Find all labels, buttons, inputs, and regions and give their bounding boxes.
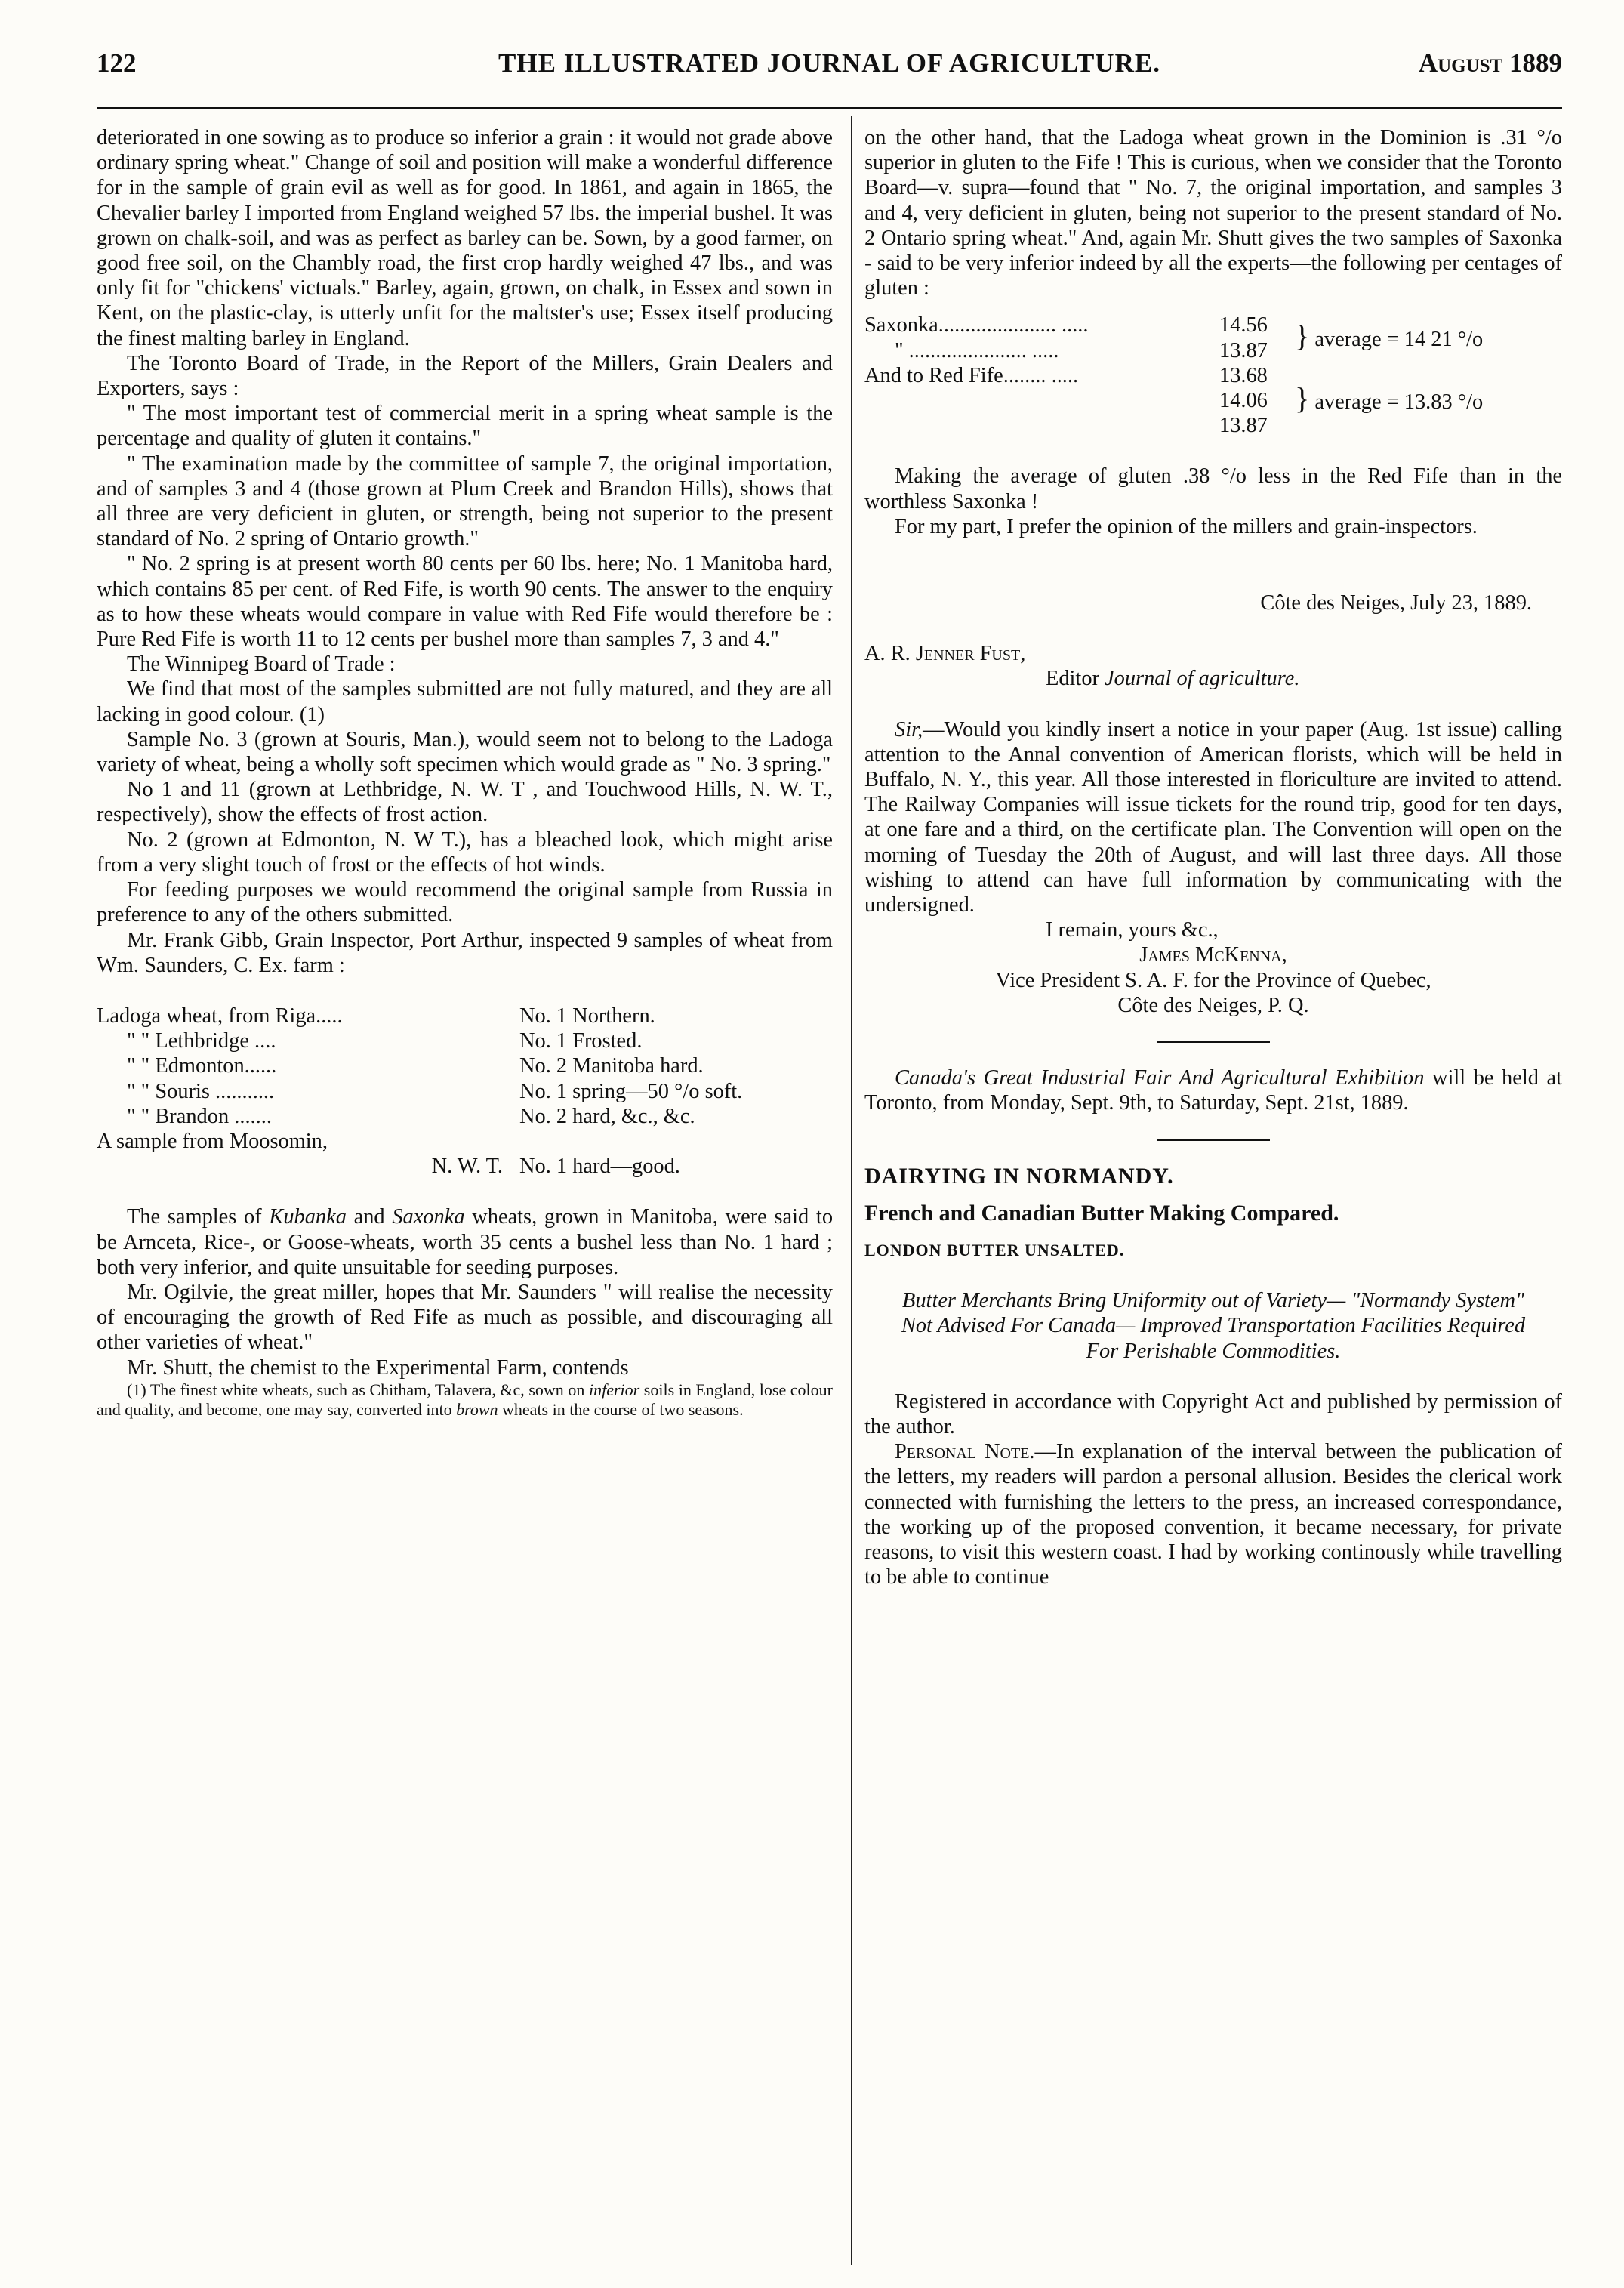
page-header [97, 44, 1562, 89]
paragraph: Sample No. 3 (grown at Souris, Man.), would seem not to belong to the Ladoga variety of wheat, being a wholly soft specimen which would grade as " No. 3 spring." [97, 727, 833, 777]
section-subtitle: French and Canadian Butter Making Compared. [864, 1200, 1339, 1226]
paragraph: Canada's Great Industrial Fair And Agricultural Exhibition will be held at Toronto, from Monday, Sept. 9th, to Saturday, Sept. 21st, 1889. [864, 1066, 1562, 1115]
table-row: " " Edmonton...... No. 2 Manitoba hard. [127, 1054, 704, 1078]
page-number: 122 [97, 48, 137, 78]
table-row: And to Red Fife........ ..... 13.68 } average = 13.83 °/o [864, 363, 1484, 415]
table-row: 14.06 [1219, 389, 1268, 413]
paragraph: Mr. Frank Gibb, Grain Inspector, Port Arthur, inspected 9 samples of wheat from Wm. Saunders, C. Ex. farm : [97, 928, 833, 977]
paragraph: The Winnipeg Board of Trade : [127, 652, 396, 677]
quote-paragraph: " The most important test of commercial merit in a spring wheat sample is the percentage and quality of gluten it contains." [97, 402, 833, 451]
saxonka-average: average = 14 21 °/o [1314, 327, 1484, 351]
wheat-grade-table [97, 1004, 742, 1179]
letter-signer: James McKenna, [1139, 943, 1287, 967]
section-rule [1157, 1139, 1270, 1141]
section-rule [1157, 1041, 1270, 1043]
paragraph: The Toronto Board of Trade, in the Report of the Millers, Grain Dealers and Exporters, says : [97, 351, 833, 401]
journal-title: THE ILLUSTRATED JOURNAL OF AGRICULTURE. [498, 48, 1160, 78]
section-caps-heading: LONDON BUTTER UNSALTED. [864, 1240, 1125, 1260]
letter-closing: I remain, yours &c., [1046, 918, 1219, 942]
signer-place: Côte des Neiges, P. Q. [1117, 993, 1309, 1017]
section-deck: Butter Merchants Bring Uniformity out of Variety— "Normandy System" Not Advised For Canada— Improved Transportation Facilities Required For Perishable Commodities. [901, 1289, 1526, 1363]
table-row: Ladoga wheat, from Riga..... No. 1 Northern. [97, 1004, 655, 1028]
letter-place-date: Côte des Neiges, July 23, 1889. [1260, 591, 1532, 615]
signer-title: Vice President S. A. F. for the Province of Quebec, [995, 968, 1431, 992]
paragraph: Registered in accordance with Copyright Act and published by permission of the author. [864, 1389, 1562, 1438]
paragraph: For my part, I prefer the opinion of the millers and grain-inspectors. [895, 514, 1478, 538]
table-row: " " Lethbridge .... No. 1 Frosted. [127, 1029, 643, 1053]
footnote: (1) The finest white wheats, such as Chitham, Talavera, &c, sown on inferior soils in England, lose colour and quality, and become, one may say, converted into brown wheats in the course of two seasons. [97, 1380, 833, 1419]
table-row: " ...................... ..... 13.87 [895, 338, 1268, 362]
paragraph: Personal Note.—In explanation of the interval between the publication of the letters, my readers will pardon a personal allusion. Besides the clerical work connected with furnishing the letters to the press, an increased correspondance, the working up of the proposed convention, it became necessary, for private reasons, to visit this western coast. I had by working continously while travelling to be able to continue [864, 1440, 1562, 1590]
quote-paragraph: " No. 2 spring is at present worth 80 cents per 60 lbs. here; No. 1 Manitoba hard, which contains 85 per cent. of Red Fife, is worth 90 cents. The answer to the enquiry as to how these wheats would compare in value with Red Fife would therefore be : Pure Red Fife is worth 11 to 12 cents per bushel more than samples 7, 3 and 4." [97, 552, 833, 652]
table-row: Saxonka...................... ..... 14.56 } average = 14 21 °/o [864, 313, 1484, 353]
issue-date: August 1889 [1418, 48, 1562, 78]
table-row: N. W. T. No. 1 hard—good. [431, 1155, 680, 1179]
paragraph: Mr. Shutt, the chemist to the Experimental Farm, contends [127, 1355, 629, 1380]
header-rule [97, 107, 1562, 109]
quote-paragraph: " The examination made by the committee of sample 7, the original importation, and of samples 3 and 4 (those grown at Plum Creek and Brandon Hills), shows that all three are very deficient in gluten, or strength, being not superior to the present standard of No. 2 spring of Ontario growth." [97, 452, 833, 551]
column-divider [851, 116, 852, 2265]
letter-addressee: A. R. Jenner Fust, [864, 642, 1026, 666]
paragraph: Making the average of gluten .38 °/o less in the Red Fife than in the worthless Saxonka ! [864, 464, 1562, 513]
paragraph: deteriorated in one sowing as to produce so inferior a grain : it would not grade above ordinary spring wheat." Change of soil and position will make a wonderful difference for in the sample of grain evil as well as for good. In 1861, and again in 1865, the Chevalier barley I imported from England weighed 57 lbs. the imperial bushel. It was grown on chalk-soil, and was as perfect as barley can be. Sown, by a good farmer, on good free soil, on the Chambly road, the first crop hardly weighed 47 lbs., and was only fit for "chickens' victuals." Barley, again, grown, on chalk, in Essex and sown in Kent, on the plastic-clay, is utterly unfit for the maltster's use; Essex itself producing the finest malting barley in England. [97, 126, 833, 350]
right-column [864, 125, 1562, 1590]
table-row: A sample from Moosomin, [97, 1129, 328, 1153]
paragraph: No. 2 (grown at Edmonton, N. W T.), has a bleached look, which might arise from a very slight touch of frost or the effects of hot winds. [97, 828, 833, 877]
paragraph: on the other hand, that the Ladoga wheat grown in the Dominion is .31 °/o superior in gluten to the Fife ! This is curious, when we consider that the Toronto Board—v. supra—found that " No. 7, the original importation, and samples 3 and 4, very deficient in gluten, being not superior to the present standard of No. 2 Ontario spring wheat." And, again Mr. Shutt gives the two samples of Saxonka - said to be very inferior indeed by all the experts—the following per centages of gluten : [864, 126, 1562, 301]
table-row: 13.87 [1219, 414, 1268, 438]
letter-body: Sir,—Would you kindly insert a notice in your paper (Aug. 1st issue) calling attention to the Annal convention of American florists, which will be held in Buffalo, N. Y., this year. All those interested in floriculture are invited to attend. The Railway Companies will issue tickets for the round trip, good for ten days, at one fare and a third, on the certificate plan. The Convention will open on the morning of Tuesday the 20th of August, and will last three days. All those wishing to attend can have full information by communicating with the undersigned. [864, 717, 1562, 917]
section-title: DAIRYING IN NORMANDY. [864, 1163, 1174, 1189]
paragraph: The samples of Kubanka and Saxonka wheats, grown in Manitoba, were said to be Arnceta, Rice-, or Goose-wheats, worth 35 cents a bushel less than No. 1 hard ; both very inferior, and quite unsuitable for seeding purposes. [97, 1205, 834, 1279]
letter-editor: Editor Journal of agriculture. [1046, 667, 1300, 691]
gluten-table [864, 313, 1483, 438]
paragraph: No 1 and 11 (grown at Lethbridge, N. W. T , and Touchwood Hills, N. W. T., respectively), show the effects of frost action. [97, 778, 833, 827]
redfife-average: average = 13.83 °/o [1314, 390, 1484, 414]
paragraph: We find that most of the samples submitted are not fully matured, and they are all lacking in good colour. (1) [97, 677, 833, 726]
table-row: " " Brandon ....... No. 2 hard, &c., &c. [127, 1104, 695, 1128]
paragraph: Mr. Ogilvie, the great miller, hopes that Mr. Saunders " will realise the necessity of encouraging the growth of Red Fife as much as possible, and discouraging all other varieties of wheat." [97, 1280, 833, 1355]
paragraph: For feeding purposes we would recommend the original sample from Russia in preference to any of the others submitted. [97, 878, 833, 927]
table-row: " " Souris ........... No. 1 spring—50 °/o soft. [127, 1079, 743, 1103]
left-column [97, 125, 833, 1420]
